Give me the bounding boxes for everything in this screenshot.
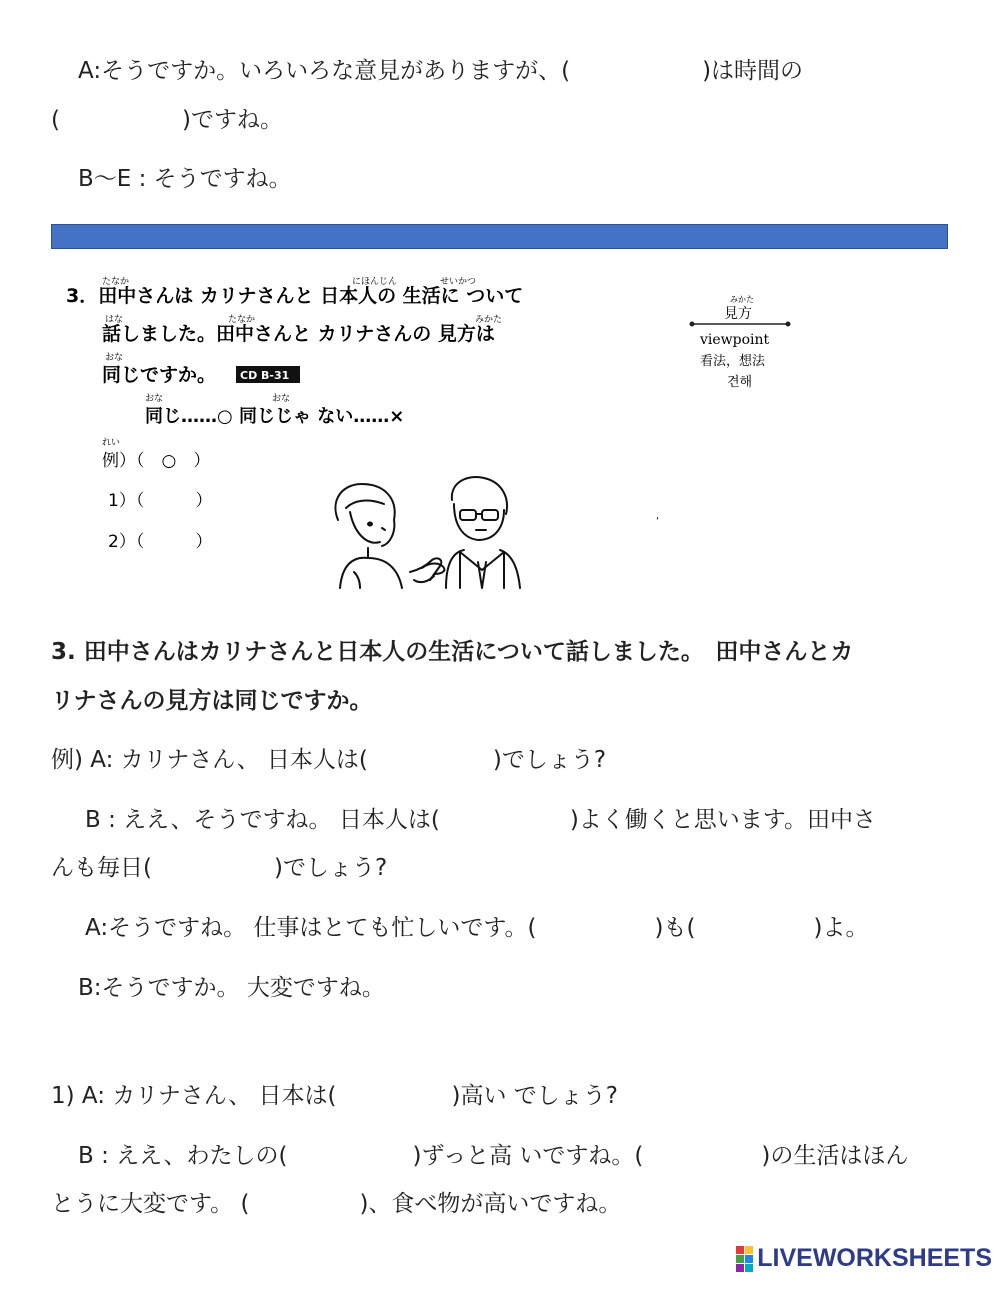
scan-item-2: 2）（ ） — [108, 532, 213, 552]
ruby-hana: はな — [105, 315, 124, 325]
ruby-ona: おな — [105, 353, 124, 363]
textbook-scan — [50, 262, 950, 602]
scan-item-1: 1）（ ） — [108, 491, 213, 511]
logo-mark-icon — [736, 1246, 753, 1272]
section-divider-bar — [51, 224, 948, 249]
example-line-3: んも毎日( )でしょう? — [51, 855, 388, 881]
example-line-1: 例) A: カリナさん、 日本人は( )でしょう? — [51, 747, 607, 773]
liveworksheets-logo — [736, 1244, 992, 1273]
ruby-tanaka: たなか — [102, 277, 130, 287]
scan-example: 例）（ ○ ） — [102, 451, 211, 471]
ruby-mikata: みかた — [475, 315, 503, 325]
svg-text:‘: ‘ — [656, 516, 660, 527]
gloss-en: viewpoint — [700, 332, 770, 348]
scan-question-line-3: 同じですか。 — [102, 364, 217, 386]
cd-label: CD B-31 — [240, 369, 290, 382]
scan-question-line-2: 話しました。田中さんと カリナさんの 見方は — [102, 323, 495, 345]
question-line-2: リナさんの見方は同じですか。 — [51, 688, 373, 714]
item1-line-2: B : ええ、わたしの( )ずっと高 いですね。( )の生活はほん — [78, 1143, 909, 1169]
example-line-2: B : ええ、そうですね。 日本人は( )よく働くと思います。田中さ — [85, 807, 876, 833]
item1-line-1: 1) A: カリナさん、 日本は( )高い でしょう? — [51, 1083, 619, 1109]
example-line-4: A:そうですね。 仕事はとても忙しいです。( )も( )よ。 — [85, 915, 869, 941]
question-line-1: 3. 田中さんはカリナさんと日本人の生活について話しました。 田中さんとカ — [51, 639, 854, 665]
dialogue-line-1: A:そうですか。いろいろな意見がありますが、( )は時間の — [78, 58, 804, 84]
scan-legend: 同じ……○ 同じじゃ ない……× — [145, 406, 405, 427]
ruby-ona-2: おな — [145, 394, 164, 404]
gloss-ruby: みかた — [730, 295, 754, 304]
ruby-rei: れい — [102, 438, 121, 448]
ruby-tanaka-2: たなか — [228, 315, 256, 325]
item1-line-3: とうに大変です。 ( )、食べ物が高いですね。 — [51, 1191, 622, 1217]
gloss-zh: 看法，想法 — [700, 354, 766, 369]
dialogue-line-2: ( )ですね。 — [51, 107, 283, 133]
gloss-word: 見方 — [724, 306, 752, 322]
ruby-ona-3: おな — [272, 394, 291, 404]
scan-question-line-1: 3．田中さんは カリナさんと 日本人の 生活に ついて — [66, 285, 524, 307]
gloss-ko: 견해 — [727, 375, 753, 390]
ruby-seikatsu: せいかつ — [440, 277, 477, 287]
conversation-illustration — [335, 477, 520, 588]
example-line-5: B:そうですか。 大変ですね。 — [78, 975, 385, 1001]
logo-text: LIVEWORKSHEETS — [757, 1244, 992, 1272]
dialogue-line-3: B〜E : そうですね。 — [78, 166, 292, 192]
ruby-nihonjin: にほんじん — [352, 277, 398, 287]
